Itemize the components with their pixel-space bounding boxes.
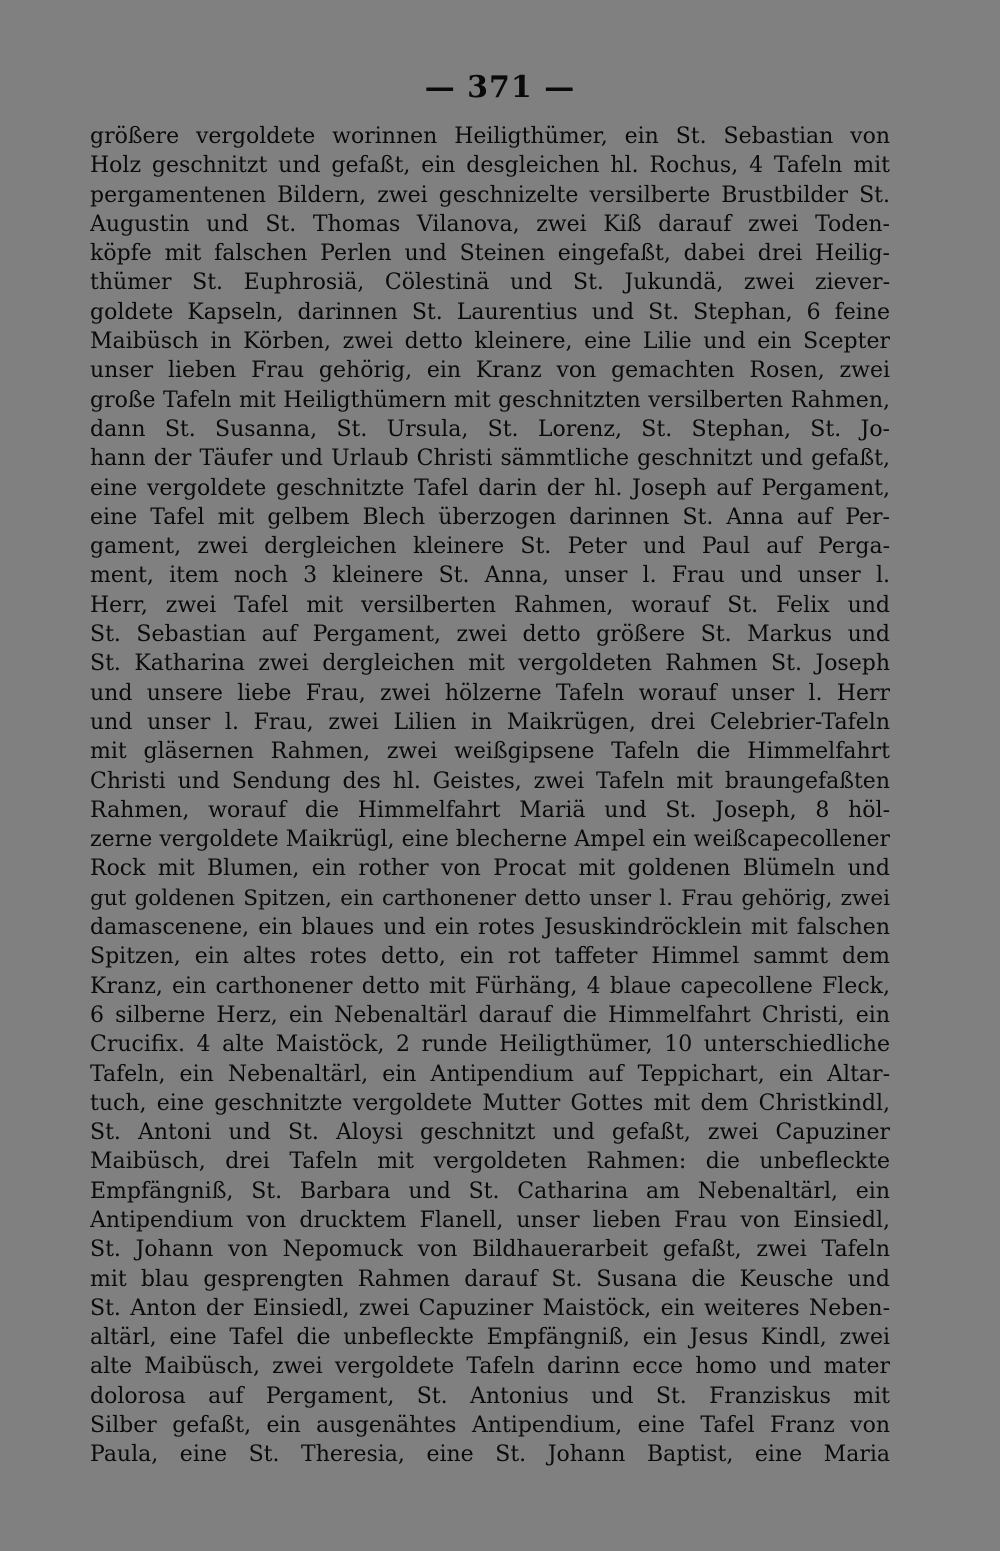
text-line: Empfängniß, St. Barbara und St. Catharina am Nebenaltärl, ein	[90, 1178, 890, 1204]
text-line: tuch, eine geschnitzte vergoldete Mutter Gottes mit dem Christkindl,	[90, 1090, 890, 1116]
text-line: Tafeln, ein Nebenaltärl, ein Antipendium auf Teppichart, ein Altar-	[90, 1061, 890, 1087]
text-line: St. Sebastian auf Pergament, zwei detto größere St. Markus und	[90, 622, 890, 648]
text-line: Maibüsch, drei Tafeln mit vergoldeten Rahmen: die unbefleckte	[90, 1149, 890, 1175]
text-line: zerne vergoldete Maikrügl, eine blecherne Ampel ein weißcapecollener	[90, 827, 890, 853]
body-text	[90, 122, 890, 1470]
text-line: Rock mit Blumen, ein rother von Procat mit goldenen Blümeln und	[90, 856, 890, 882]
text-line: Holz geschnitzt und gefaßt, ein desgleichen hl. Rochus, 4 Tafeln mit	[90, 153, 890, 179]
text-line: altärl, eine Tafel die unbefleckte Empfängniß, ein Jesus Kindl, zwei	[90, 1325, 890, 1351]
text-line: unser lieben Frau gehörig, ein Kranz von gemachten Rosen, zwei	[90, 358, 890, 384]
page-number: — 371 —	[424, 70, 576, 105]
text-line: dann St. Susanna, St. Ursula, St. Lorenz, St. Stephan, St. Jo-	[90, 416, 890, 442]
text-line: gut goldenen Spitzen, ein carthonener detto unser l. Frau gehörig, zwei	[90, 885, 890, 911]
text-line: pergamentenen Bildern, zwei geschnizelte versilberte Brustbilder St.	[90, 182, 890, 208]
text-line: Kranz, ein carthonener detto mit Fürhäng, 4 blaue capecollene Fleck,	[90, 973, 890, 999]
text-line: mit blau gesprengten Rahmen darauf St. Susana die Keusche und	[90, 1266, 890, 1292]
text-line: dolorosa auf Pergament, St. Antonius und St. Franziskus mit	[90, 1383, 890, 1409]
text-line: St. Johann von Nepomuck von Bildhauerarbeit gefaßt, zwei Tafeln	[90, 1237, 890, 1263]
text-line: eine Tafel mit gelbem Blech überzogen darinnen St. Anna auf Per-	[90, 504, 890, 530]
text-line: Rahmen, worauf die Himmelfahrt Mariä und St. Joseph, 8 höl-	[90, 797, 890, 823]
text-line: und unsere liebe Frau, zwei hölzerne Tafeln worauf unser l. Herr	[90, 680, 890, 706]
text-line: 6 silberne Herz, ein Nebenaltärl darauf die Himmelfahrt Christi, ein	[90, 1002, 890, 1028]
text-line: eine vergoldete geschnitzte Tafel darin der hl. Joseph auf Pergament,	[90, 475, 890, 501]
text-line: St. Katharina zwei dergleichen mit vergoldeten Rahmen St. Joseph	[90, 651, 890, 677]
text-line: Christi und Sendung des hl. Geistes, zwei Tafeln mit braungefaßten	[90, 768, 890, 794]
text-line: ment, item noch 3 kleinere St. Anna, unser l. Frau und unser l.	[90, 563, 890, 589]
text-line: hann der Täufer und Urlaub Christi sämmtliche geschnitzt und gefaßt,	[90, 446, 890, 472]
text-line: Silber gefaßt, ein ausgenähtes Antipendium, eine Tafel Franz von	[90, 1413, 890, 1439]
text-line: St. Anton der Einsiedl, zwei Capuziner Maistöck, ein weiteres Neben-	[90, 1295, 890, 1321]
text-line: goldete Kapseln, darinnen St. Laurentius und St. Stephan, 6 feine	[90, 299, 890, 325]
text-line: gament, zwei dergleichen kleinere St. Peter und Paul auf Perga-	[90, 534, 890, 560]
text-line: Augustin und St. Thomas Vilanova, zwei Kiß darauf zwei Toden-	[90, 211, 890, 237]
text-line: thümer St. Euphrosiä, Cölestinä und St. Jukundä, zwei ziever-	[90, 270, 890, 296]
text-line: alte Maibüsch, zwei vergoldete Tafeln darinn ecce homo und mater	[90, 1354, 890, 1380]
text-line: Spitzen, ein altes rotes detto, ein rot taffeter Himmel sammt dem	[90, 944, 890, 970]
text-line: damascenene, ein blaues und ein rotes Jesuskindröcklein mit falschen	[90, 915, 890, 941]
text-line: Paula, eine St. Theresia, eine St. Johann Baptist, eine Maria	[90, 1442, 890, 1468]
text-line: Antipendium von drucktem Flanell, unser lieben Frau von Einsiedl,	[90, 1207, 890, 1233]
text-line: Herr, zwei Tafel mit versilberten Rahmen, worauf St. Felix und	[90, 592, 890, 618]
text-line: mit gläsernen Rahmen, zwei weißgipsene Tafeln die Himmelfahrt	[90, 739, 890, 765]
text-line: St. Antoni und St. Aloysi geschnitzt und gefaßt, zwei Capuziner	[90, 1120, 890, 1146]
text-line: köpfe mit falschen Perlen und Steinen eingefaßt, dabei drei Heilig-	[90, 241, 890, 267]
text-line: größere vergoldete worinnen Heiligthümer, ein St. Sebastian von	[90, 124, 890, 149]
text-line: Crucifix. 4 alte Maistöck, 2 runde Heiligthümer, 10 unterschiedliche	[90, 1032, 890, 1058]
text-line: und unser l. Frau, zwei Lilien in Maikrügen, drei Celebrier-Tafeln	[90, 709, 890, 735]
text-line: Maibüsch in Körben, zwei detto kleinere, eine Lilie und ein Scepter	[90, 329, 890, 355]
text-line: große Tafeln mit Heiligthümern mit geschnitzten versilberten Rahmen,	[90, 387, 890, 413]
